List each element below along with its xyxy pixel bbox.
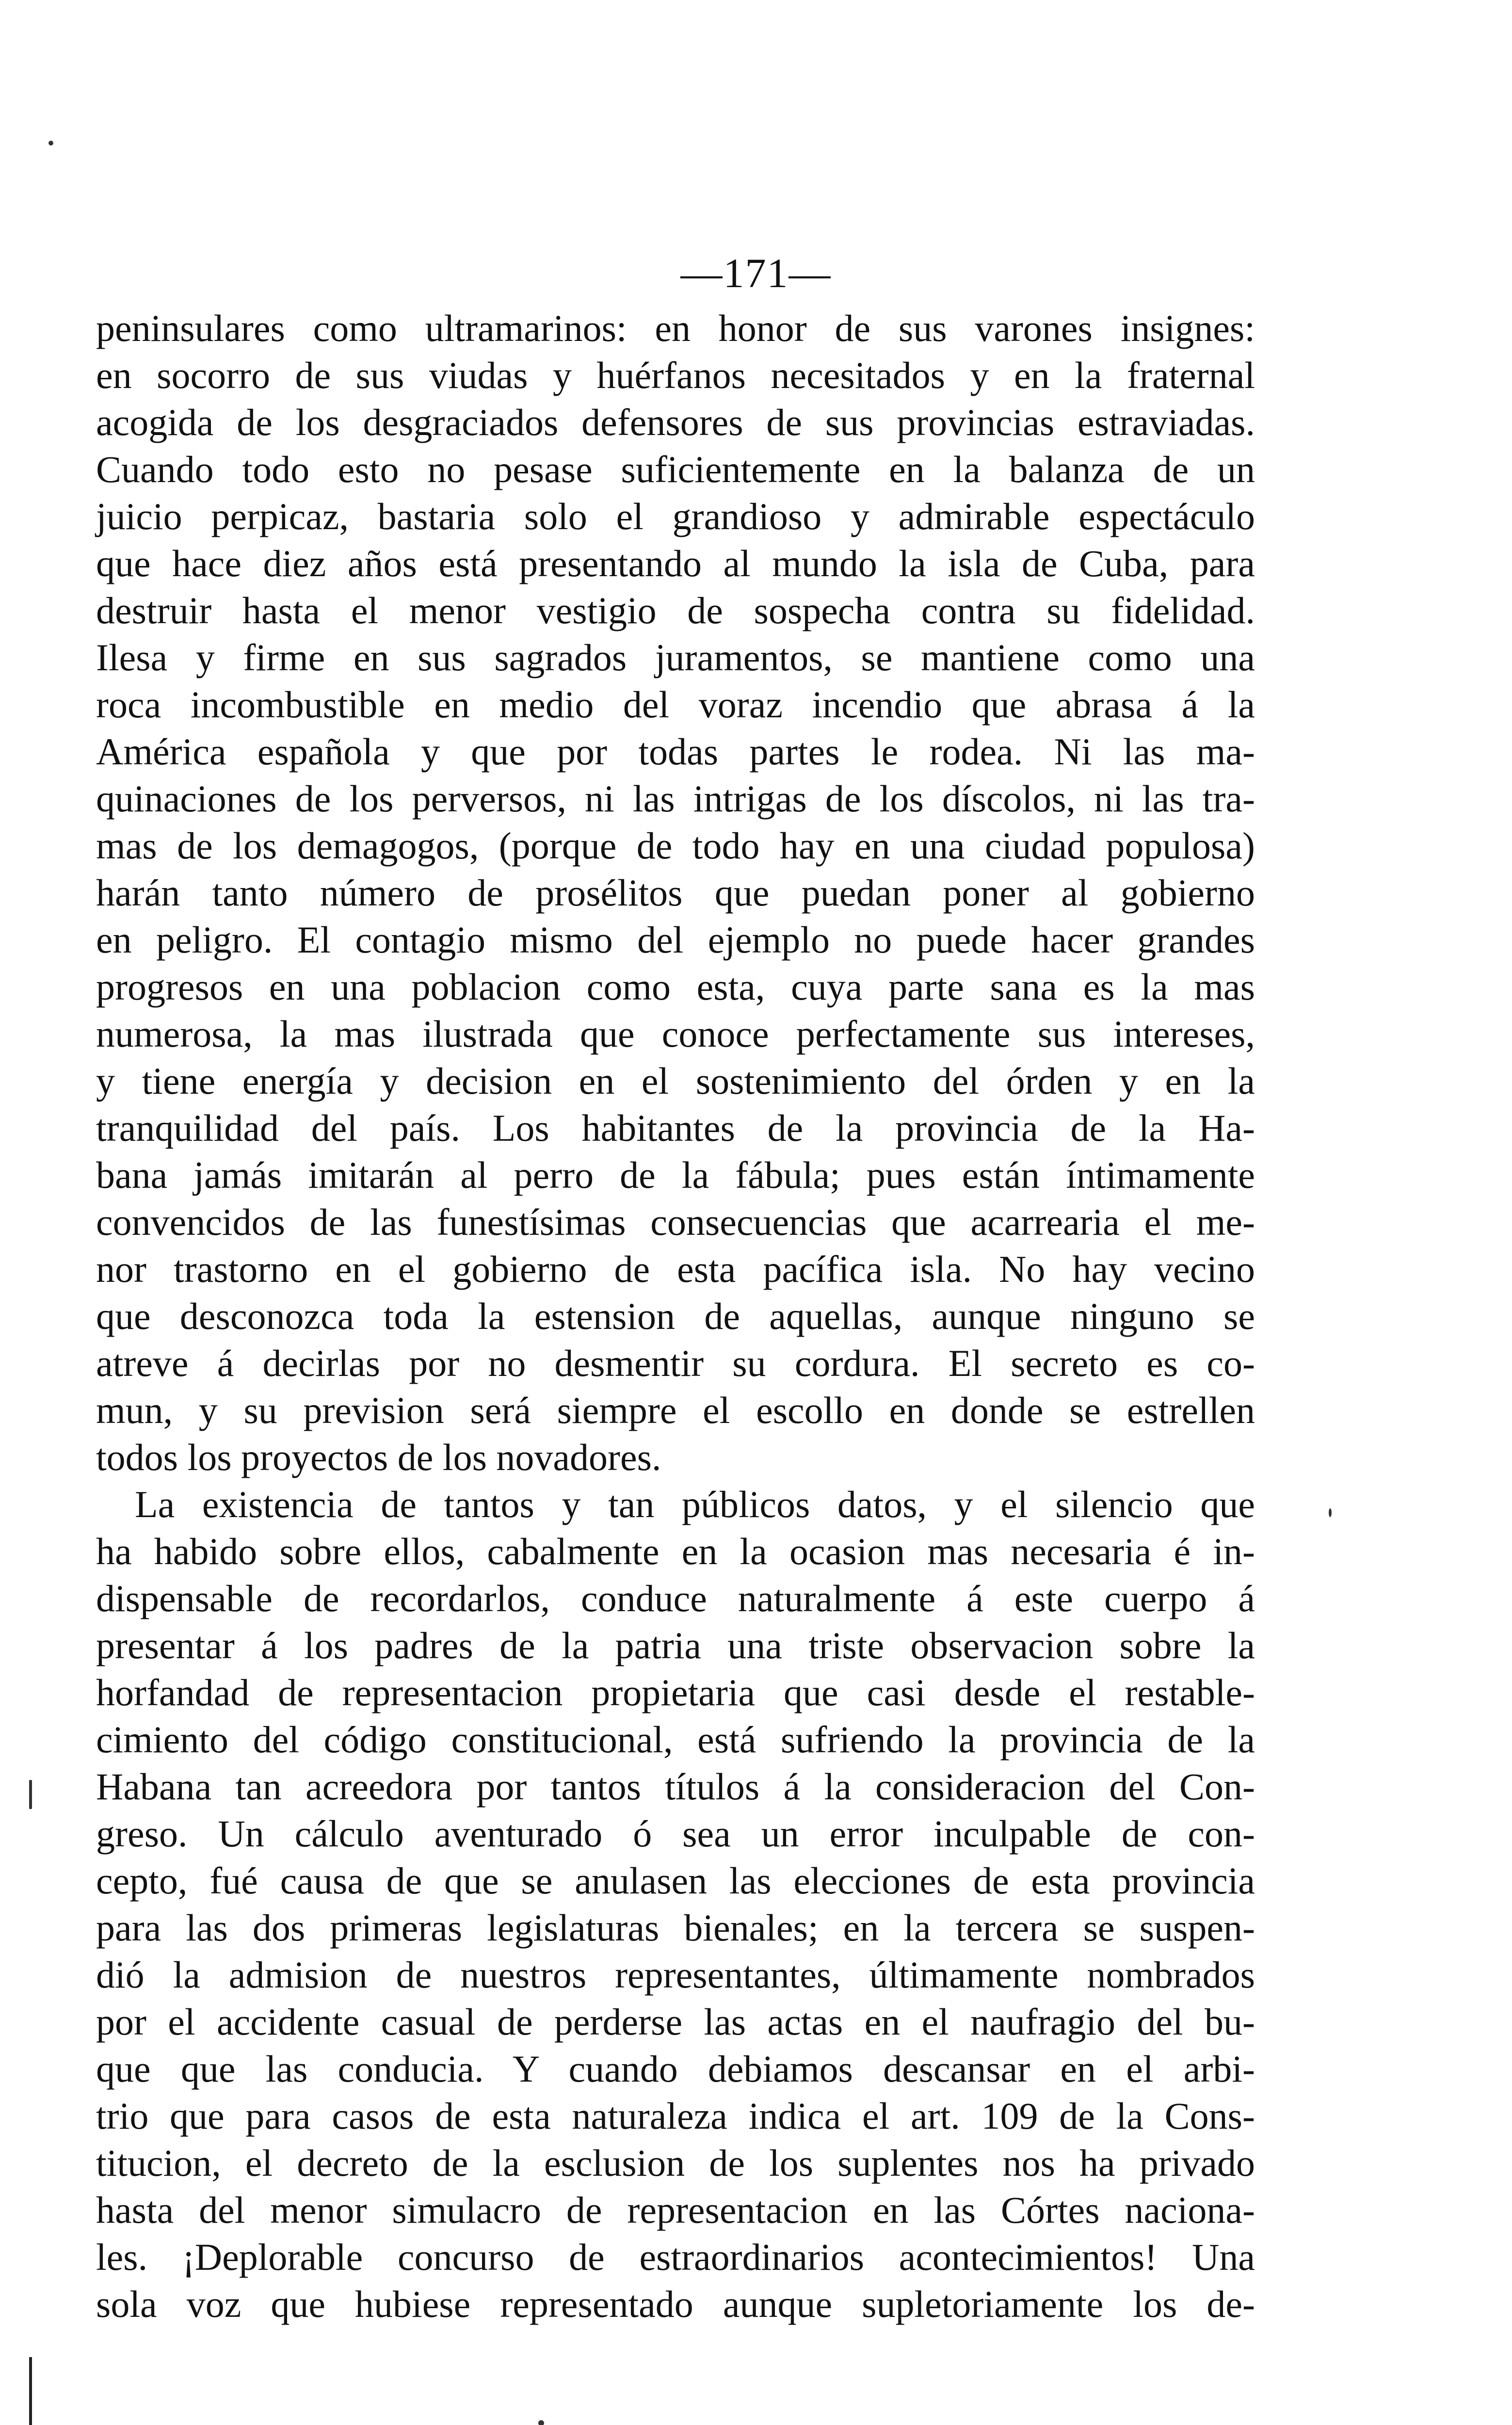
text-line: roca incombustible en medio del voraz incendio que abrasa á la [96,683,1255,726]
text-line: Cuando todo esto no pesase suficientemente en la balanza de un [96,448,1255,490]
text-line: sola voz que hubiese representado aunque supletoriamente los de- [96,2283,1255,2325]
page-number: —171— [680,250,832,296]
ink-speck [48,141,53,146]
text-line: hasta del menor simulacro de representacion en las Córtes naciona- [96,2189,1255,2231]
text-line: Ilesa y firme en sus sagrados juramentos, se mantiene como una [96,636,1255,679]
text-line: progresos en una poblacion como esta, cuya parte sana es la mas [96,966,1255,1008]
text-line: harán tanto número de prosélitos que puedan poner al gobierno [96,872,1255,914]
text-line: cepto, fué causa de que se anulasen las elecciones de esta provincia [96,1859,1255,1902]
text-line: mas de los demagogos, (porque de todo hay en una ciudad populosa) [96,824,1255,867]
text-line: acogida de los desgraciados defensores de sus provincias estraviadas. [96,401,1255,443]
text-line: en socorro de sus viudas y huérfanos necesitados y en la fraternal [96,354,1255,396]
text-line: que desconozca toda la estension de aquellas, aunque ninguno se [96,1295,1255,1337]
text-line: dispensable de recordarlos, conduce naturalmente á este cuerpo á [96,1577,1255,1619]
scan-margin-mark [29,2357,32,2425]
text-line-paragraph-end: todos los proyectos de los novadores. [96,1436,661,1478]
text-line: titucion, el decreto de la esclusion de los suplentes nos ha privado [96,2142,1255,2184]
text-line: dió la admision de nuestros representantes, últimamente nombrados [96,1954,1255,1996]
text-line: quinaciones de los perversos, ni las intrigas de los díscolos, ni las tra- [96,777,1255,820]
text-line: que hace diez años está presentando al mundo la isla de Cuba, para [96,542,1255,584]
text-line: peninsulares como ultramarinos: en honor de sus varones insignes: [96,307,1255,349]
text-line: atreve á decirlas por no desmentir su cordura. El secreto es co- [96,1342,1255,1384]
ink-speck [538,2420,544,2425]
text-line: destruir hasta el menor vestigio de sospecha contra su fidelidad. [96,589,1255,631]
ink-speck [1329,1508,1332,1517]
text-line: trio que para casos de esta naturaleza indica el art. 109 de la Cons- [96,2095,1255,2137]
ink-speck [29,1780,32,1809]
text-line: América española y que por todas partes le rodea. Ni las ma- [96,730,1255,773]
body-text [96,305,1255,2328]
text-line: Habana tan acreedora por tantos títulos á la consideracion del Con- [96,1765,1255,1808]
text-line: mun, y su prevision será siempre el escollo en donde se estrellen [96,1389,1255,1431]
text-line: presentar á los padres de la patria una triste observacion sobre la [96,1624,1255,1666]
text-line: para las dos primeras legislaturas bienales; en la tercera se suspen- [96,1907,1255,1949]
text-line: tranquilidad del país. Los habitantes de la provincia de la Ha- [96,1107,1255,1149]
text-line: en peligro. El contagio mismo del ejemplo no puede hacer grandes [96,919,1255,961]
text-line: les. ¡Deplorable concurso de estraordinarios acontecimientos! Una [96,2236,1255,2278]
text-line: y tiene energía y decision en el sostenimiento del órden y en la [96,1060,1255,1102]
text-line: que que las conducia. Y cuando debiamos descansar en el arbi- [96,2048,1255,2090]
text-line: horfandad de representacion propietaria que casi desde el restable- [96,1671,1255,1714]
text-line: bana jamás imitarán al perro de la fábula; pues están íntimamente [96,1154,1255,1196]
text-line: convencidos de las funestísimas consecuencias que acarrearia el me- [96,1201,1255,1243]
text-line: ha habido sobre ellos, cabalmente en la ocasion mas necesaria é in- [96,1530,1255,1572]
text-line: numerosa, la mas ilustrada que conoce perfectamente sus intereses, [96,1013,1255,1055]
text-line-paragraph-start: La existencia de tantos y tan públicos datos, y el silencio que [135,1483,1255,1525]
text-line: nor trastorno en el gobierno de esta pacífica isla. No hay vecino [96,1248,1255,1290]
text-line: greso. Un cálculo aventurado ó sea un error inculpable de con- [96,1812,1255,1855]
text-line: por el accidente casual de perderse las actas en el naufragio del bu- [96,2001,1255,2043]
text-line: juicio perpicaz, bastaria solo el grandioso y admirable espectáculo [96,495,1255,537]
text-line: cimiento del código constitucional, está sufriendo la provincia de la [96,1718,1255,1761]
